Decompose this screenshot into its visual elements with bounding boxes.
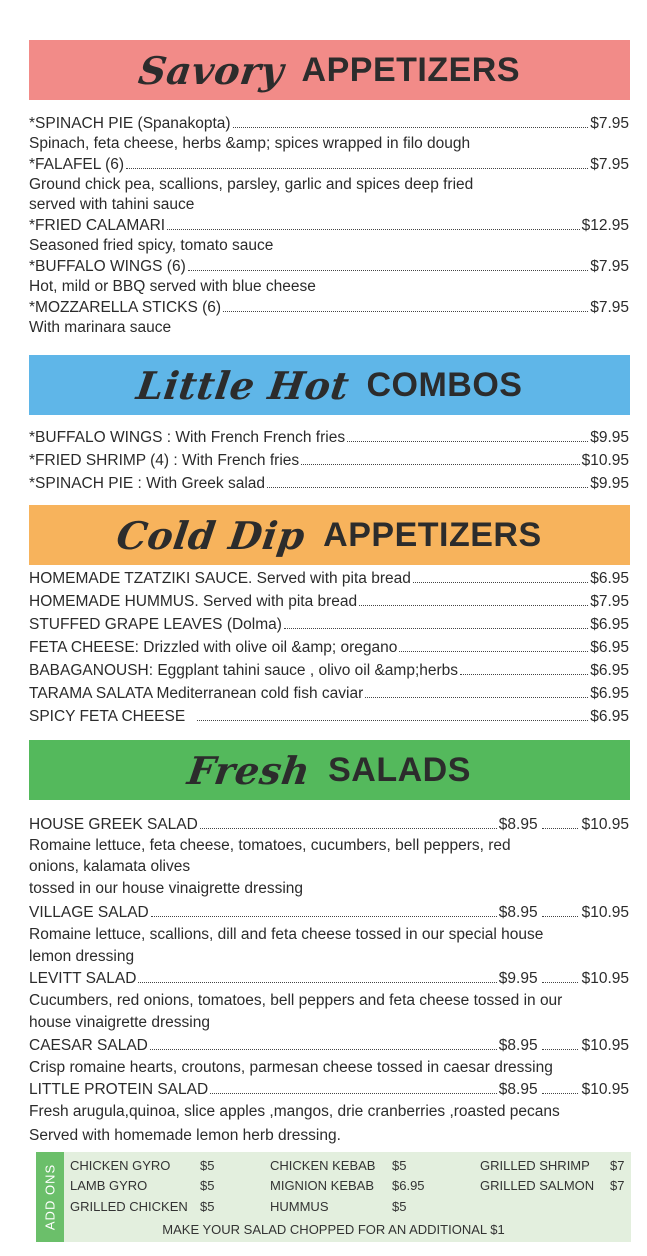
menu-item (29, 638, 629, 658)
little-hot-combos-banner (29, 355, 630, 415)
item-price-large: $10.95 (581, 1081, 629, 1098)
item-name: STUFFED GRAPE LEAVES (Dolma) (29, 616, 282, 633)
menu-item (29, 707, 629, 727)
item-price: $6.95 (590, 685, 629, 702)
item-price: $7.95 (590, 156, 629, 173)
menu-item (29, 969, 629, 989)
menu-item (29, 1080, 629, 1100)
banner-script-title: Cold Dip (114, 512, 309, 558)
item-price: $12.95 (581, 217, 629, 234)
addon-price: $7 (610, 1158, 625, 1173)
item-name: FETA CHEESE: Drizzled with olive oil &amp; oregano (29, 639, 398, 656)
item-description: Fresh arugula,quinoa, slice apples ,mangos, drie cranberries ,roasted pecans (29, 1103, 560, 1120)
item-name: *BUFFALO WINGS : With French French fries (29, 429, 346, 446)
banner-script-title: Fresh (184, 747, 314, 793)
item-price: $7.95 (590, 258, 629, 275)
chopped-salad-note: MAKE YOUR SALAD CHOPPED FOR AN ADDITIONAL $1 (162, 1222, 505, 1237)
addon-name: LAMB GYRO (70, 1178, 148, 1193)
item-name: HOUSE GREEK SALAD (29, 816, 198, 833)
menu-item (29, 661, 629, 681)
menu-item (29, 155, 629, 175)
banner-script-title: Savory (135, 47, 287, 93)
item-description: Crisp romaine hearts, croutons, parmesan cheese tossed in caesar dressing (29, 1059, 553, 1076)
item-price-small: $8.95 (498, 1081, 538, 1098)
item-price-large: $10.95 (581, 970, 629, 987)
addon-name: MIGNION KEBAB (270, 1178, 375, 1193)
item-price: $9.95 (590, 429, 629, 446)
item-price-large: $10.95 (581, 816, 629, 833)
item-name: VILLAGE SALAD (29, 904, 149, 921)
menu-item (29, 428, 629, 448)
item-name: *SPINACH PIE : With Greek salad (29, 475, 266, 492)
item-price-large: $10.95 (581, 904, 629, 921)
menu-item (29, 1036, 629, 1056)
item-name: *FRIED SHRIMP (4) : With French fries (29, 452, 300, 469)
item-description: Served with homemade lemon herb dressing. (29, 1127, 341, 1144)
banner-caps-title: COMBOS (366, 365, 523, 404)
item-price-small: $9.95 (498, 970, 538, 987)
fresh-salads-banner (29, 740, 630, 800)
item-price: $6.95 (590, 662, 629, 679)
item-price-small: $8.95 (498, 1037, 538, 1054)
menu-item (29, 592, 629, 612)
savory-appetizers-banner (29, 40, 630, 100)
menu-item (29, 298, 629, 318)
addon-name: CHICKEN GYRO (70, 1158, 171, 1173)
addon-name: GRILLED SALMON (480, 1178, 595, 1193)
item-name: HOMEMADE HUMMUS. Served with pita bread (29, 593, 358, 610)
item-name: *FALAFEL (6) (29, 156, 125, 173)
item-name: HOMEMADE TZATZIKI SAUCE. Served with pita bread (29, 570, 411, 587)
item-name: *SPINACH PIE (Spanakopta) (29, 115, 231, 132)
item-name: SPICY FETA CHEESE (29, 708, 186, 725)
menu-item (29, 257, 629, 277)
item-price: $6.95 (590, 639, 629, 656)
addon-price: $6.95 (392, 1178, 425, 1193)
addon-price: $5 (200, 1199, 215, 1214)
addon-price: $7 (610, 1178, 625, 1193)
item-description: Hot, mild or BBQ served with blue cheese (29, 278, 316, 295)
item-name: BABAGANOUSH: Eggplant tahini sauce , olivo oil &amp;herbs (29, 662, 459, 679)
item-price: $6.95 (590, 708, 629, 725)
item-price: $7.95 (590, 593, 629, 610)
add-ons-label: ADD ONS (42, 1163, 58, 1231)
menu-item (29, 474, 629, 494)
item-name: *BUFFALO WINGS (6) (29, 258, 186, 275)
item-description: Cucumbers, red onions, tomatoes, bell peppers and feta cheese tossed in our (29, 992, 563, 1009)
item-description: served with tahini sauce (29, 196, 195, 213)
item-name: CAESAR SALAD (29, 1037, 148, 1054)
menu-item (29, 615, 629, 635)
addon-price: $5 (392, 1158, 407, 1173)
item-price-small: $8.95 (498, 904, 538, 921)
menu-item (29, 684, 629, 704)
item-description: Seasoned fried spicy, tomato sauce (29, 237, 274, 254)
addon-name: GRILLED CHICKEN (70, 1199, 188, 1214)
cold-dip-appetizers-banner (29, 505, 630, 565)
addon-price: $5 (200, 1178, 215, 1193)
item-name: *FRIED CALAMARI (29, 217, 166, 234)
item-description: Romaine lettuce, feta cheese, tomatoes, cucumbers, bell peppers, red (29, 837, 511, 854)
addon-name: GRILLED SHRIMP (480, 1158, 590, 1173)
menu-item (29, 903, 629, 923)
item-price-small: $8.95 (498, 816, 538, 833)
item-price: $7.95 (590, 115, 629, 132)
banner-caps-title: APPETIZERS (323, 515, 542, 554)
item-name: TARAMA SALATA Mediterranean cold fish caviar (29, 685, 364, 702)
menu-item (29, 114, 629, 134)
banner-caps-title: APPETIZERS (301, 50, 521, 89)
item-description: house vinaigrette dressing (29, 1014, 210, 1031)
addon-name: HUMMUS (270, 1199, 329, 1214)
item-description: Ground chick pea, scallions, parsley, garlic and spices deep fried (29, 176, 474, 193)
item-name: LEVITT SALAD (29, 970, 137, 987)
add-ons-panel (36, 1152, 631, 1242)
item-description: onions, kalamata olives (29, 858, 191, 875)
banner-script-title: Little Hot (133, 362, 352, 408)
addon-price: $5 (392, 1199, 407, 1214)
item-description: lemon dressing (29, 948, 135, 965)
item-price: $6.95 (590, 570, 629, 587)
item-name: LITTLE PROTEIN SALAD (29, 1081, 209, 1098)
item-price: $10.95 (581, 452, 629, 469)
addon-name: CHICKEN KEBAB (270, 1158, 376, 1173)
item-price: $6.95 (590, 616, 629, 633)
item-description: tossed in our house vinaigrette dressing (29, 880, 303, 897)
item-description: With marinara sauce (29, 319, 172, 336)
item-description: Spinach, feta cheese, herbs &amp; spices wrapped in filo dough (29, 135, 471, 152)
item-name: *MOZZARELLA STICKS (6) (29, 299, 222, 316)
menu-item (29, 569, 629, 589)
item-price: $7.95 (590, 299, 629, 316)
item-description: Romaine lettuce, scallions, dill and feta cheese tossed in our special house (29, 926, 544, 943)
addon-price: $5 (200, 1158, 215, 1173)
item-price-large: $10.95 (581, 1037, 629, 1054)
menu-item (29, 216, 629, 236)
banner-caps-title: SALADS (328, 750, 471, 789)
menu-item (29, 451, 629, 471)
menu-item (29, 815, 629, 835)
item-price: $9.95 (590, 475, 629, 492)
